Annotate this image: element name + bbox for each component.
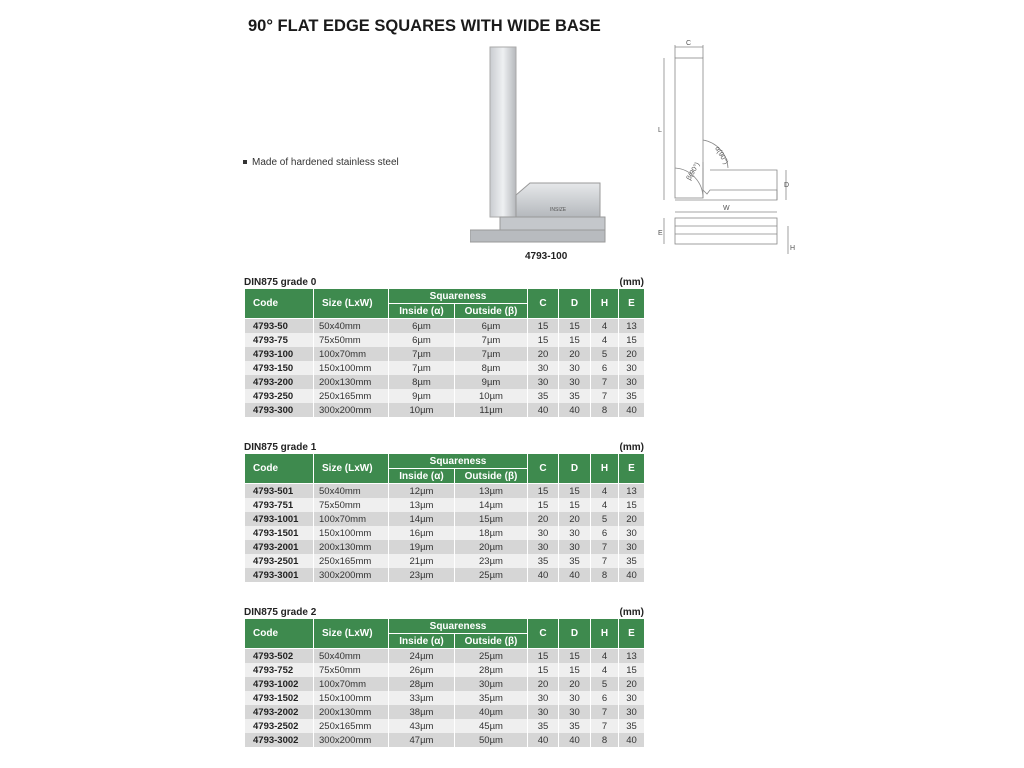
- cell-d: 15: [559, 649, 591, 664]
- col-d: D: [559, 454, 591, 484]
- cell-outside: 7µm: [455, 347, 528, 361]
- cell-d: 20: [559, 512, 591, 526]
- cell-inside: 26µm: [389, 663, 455, 677]
- col-outside: Outside (β): [455, 634, 528, 649]
- cell-c: 35: [528, 389, 559, 403]
- spec-table-section: [244, 607, 644, 747]
- table-row: [245, 649, 645, 664]
- header-row: [245, 454, 645, 469]
- cell-d: 30: [559, 375, 591, 389]
- col-e: E: [619, 454, 645, 484]
- cell-c: 20: [528, 512, 559, 526]
- col-code: Code: [245, 454, 314, 484]
- cell-code: 4793-250: [245, 389, 314, 403]
- cell-c: 15: [528, 498, 559, 512]
- table-row: [245, 663, 645, 677]
- cell-size: 200x130mm: [314, 375, 389, 389]
- cell-c: 35: [528, 719, 559, 733]
- cell-outside: 30µm: [455, 677, 528, 691]
- cell-code: 4793-501: [245, 484, 314, 499]
- col-squareness: Squareness: [389, 619, 528, 634]
- feature-bullet: [243, 157, 399, 168]
- cell-size: 75x50mm: [314, 663, 389, 677]
- cell-h: 7: [591, 540, 619, 554]
- dimension-diagram: [655, 40, 805, 255]
- cell-inside: 23µm: [389, 568, 455, 582]
- cell-c: 30: [528, 540, 559, 554]
- cell-size: 200x130mm: [314, 540, 389, 554]
- col-inside: Inside (α): [389, 469, 455, 484]
- grade-label: [244, 442, 644, 453]
- table-row: [245, 403, 645, 417]
- table-row: [245, 333, 645, 347]
- cell-outside: 35µm: [455, 691, 528, 705]
- cell-d: 30: [559, 526, 591, 540]
- cell-c: 15: [528, 333, 559, 347]
- table-row: [245, 498, 645, 512]
- table-row: [245, 554, 645, 568]
- cell-size: 100x70mm: [314, 677, 389, 691]
- cell-h: 4: [591, 333, 619, 347]
- cell-code: 4793-150: [245, 361, 314, 375]
- table-row: [245, 347, 645, 361]
- cell-h: 4: [591, 663, 619, 677]
- cell-outside: 25µm: [455, 649, 528, 664]
- cell-d: 40: [559, 403, 591, 417]
- cell-c: 35: [528, 554, 559, 568]
- cell-c: 15: [528, 649, 559, 664]
- cell-c: 30: [528, 691, 559, 705]
- cell-d: 30: [559, 361, 591, 375]
- cell-outside: 20µm: [455, 540, 528, 554]
- cell-outside: 7µm: [455, 333, 528, 347]
- page-title: 90° FLAT EDGE SQUARES WITH WIDE BASE: [248, 17, 601, 35]
- cell-e: 30: [619, 526, 645, 540]
- cell-size: 100x70mm: [314, 347, 389, 361]
- cell-inside: 6µm: [389, 319, 455, 334]
- cell-h: 7: [591, 375, 619, 389]
- cell-outside: 11µm: [455, 403, 528, 417]
- spec-table-section: [244, 277, 644, 417]
- cell-size: 50x40mm: [314, 649, 389, 664]
- cell-e: 15: [619, 498, 645, 512]
- cell-h: 6: [591, 526, 619, 540]
- cell-d: 15: [559, 663, 591, 677]
- cell-code: 4793-751: [245, 498, 314, 512]
- cell-d: 35: [559, 554, 591, 568]
- table-row: [245, 526, 645, 540]
- grade-title: DIN875 grade 2: [244, 607, 317, 618]
- table-row: [245, 319, 645, 334]
- cell-size: 300x200mm: [314, 568, 389, 582]
- cell-d: 20: [559, 347, 591, 361]
- col-e: E: [619, 289, 645, 319]
- cell-c: 15: [528, 663, 559, 677]
- cell-e: 35: [619, 554, 645, 568]
- cell-size: 50x40mm: [314, 319, 389, 334]
- table-row: [245, 512, 645, 526]
- cell-d: 30: [559, 691, 591, 705]
- cell-c: 40: [528, 568, 559, 582]
- cell-inside: 43µm: [389, 719, 455, 733]
- cell-d: 15: [559, 319, 591, 334]
- cell-code: 4793-1502: [245, 691, 314, 705]
- feature-text: Made of hardened stainless steel: [252, 157, 399, 168]
- cell-c: 30: [528, 705, 559, 719]
- cell-inside: 14µm: [389, 512, 455, 526]
- cell-h: 8: [591, 568, 619, 582]
- cell-h: 5: [591, 677, 619, 691]
- cell-d: 20: [559, 677, 591, 691]
- cell-h: 4: [591, 498, 619, 512]
- cell-code: 4793-2001: [245, 540, 314, 554]
- cell-inside: 8µm: [389, 375, 455, 389]
- grade-title: DIN875 grade 0: [244, 277, 317, 288]
- cell-inside: 7µm: [389, 347, 455, 361]
- table-row: [245, 484, 645, 499]
- unit-label: (mm): [619, 607, 644, 618]
- label-c: C: [686, 40, 692, 47]
- spec-table: [244, 288, 645, 417]
- cell-outside: 50µm: [455, 733, 528, 747]
- cell-outside: 23µm: [455, 554, 528, 568]
- cell-e: 30: [619, 540, 645, 554]
- cell-e: 40: [619, 733, 645, 747]
- table-row: [245, 361, 645, 375]
- cell-outside: 10µm: [455, 389, 528, 403]
- cell-inside: 16µm: [389, 526, 455, 540]
- col-squareness: Squareness: [389, 454, 528, 469]
- cell-size: 50x40mm: [314, 484, 389, 499]
- col-e: E: [619, 619, 645, 649]
- cell-h: 8: [591, 733, 619, 747]
- cell-size: 150x100mm: [314, 691, 389, 705]
- table-row: [245, 677, 645, 691]
- table-row: [245, 705, 645, 719]
- table-row: [245, 375, 645, 389]
- cell-inside: 38µm: [389, 705, 455, 719]
- cell-e: 20: [619, 512, 645, 526]
- cell-h: 7: [591, 719, 619, 733]
- cell-h: 5: [591, 347, 619, 361]
- cell-e: 13: [619, 319, 645, 334]
- label-d: D: [784, 182, 790, 189]
- cell-code: 4793-3002: [245, 733, 314, 747]
- header-row: [245, 619, 645, 634]
- cell-size: 75x50mm: [314, 498, 389, 512]
- cell-code: 4793-300: [245, 403, 314, 417]
- cell-outside: 28µm: [455, 663, 528, 677]
- cell-code: 4793-1002: [245, 677, 314, 691]
- cell-code: 4793-752: [245, 663, 314, 677]
- cell-outside: 40µm: [455, 705, 528, 719]
- col-d: D: [559, 619, 591, 649]
- col-inside: Inside (α): [389, 634, 455, 649]
- cell-code: 4793-502: [245, 649, 314, 664]
- spec-table: [244, 618, 645, 747]
- table-row: [245, 389, 645, 403]
- cell-size: 100x70mm: [314, 512, 389, 526]
- cell-outside: 9µm: [455, 375, 528, 389]
- cell-code: 4793-50: [245, 319, 314, 334]
- table-row: [245, 691, 645, 705]
- cell-e: 15: [619, 333, 645, 347]
- cell-d: 15: [559, 484, 591, 499]
- cell-outside: 15µm: [455, 512, 528, 526]
- cell-h: 7: [591, 389, 619, 403]
- cell-outside: 45µm: [455, 719, 528, 733]
- cell-e: 35: [619, 719, 645, 733]
- cell-c: 30: [528, 526, 559, 540]
- cell-d: 40: [559, 568, 591, 582]
- label-alpha: α(90°): [713, 145, 729, 166]
- cell-d: 15: [559, 498, 591, 512]
- cell-inside: 33µm: [389, 691, 455, 705]
- cell-inside: 28µm: [389, 677, 455, 691]
- cell-inside: 10µm: [389, 403, 455, 417]
- cell-size: 75x50mm: [314, 333, 389, 347]
- cell-inside: 24µm: [389, 649, 455, 664]
- label-e: E: [658, 230, 663, 237]
- table-row: [245, 719, 645, 733]
- cell-c: 20: [528, 347, 559, 361]
- cell-c: 30: [528, 361, 559, 375]
- unit-label: (mm): [619, 277, 644, 288]
- cell-size: 300x200mm: [314, 403, 389, 417]
- cell-inside: 13µm: [389, 498, 455, 512]
- cell-inside: 19µm: [389, 540, 455, 554]
- cell-e: 30: [619, 361, 645, 375]
- cell-code: 4793-1501: [245, 526, 314, 540]
- cell-inside: 6µm: [389, 333, 455, 347]
- spec-table: [244, 453, 645, 582]
- cell-code: 4793-2502: [245, 719, 314, 733]
- cell-d: 35: [559, 389, 591, 403]
- cell-h: 6: [591, 691, 619, 705]
- cell-outside: 25µm: [455, 568, 528, 582]
- col-h: H: [591, 289, 619, 319]
- cell-e: 30: [619, 691, 645, 705]
- cell-c: 30: [528, 375, 559, 389]
- cell-e: 40: [619, 568, 645, 582]
- product-caption: 4793-100: [525, 251, 568, 262]
- cell-inside: 12µm: [389, 484, 455, 499]
- cell-size: 150x100mm: [314, 361, 389, 375]
- cell-e: 20: [619, 677, 645, 691]
- cell-code: 4793-2501: [245, 554, 314, 568]
- spec-table-section: [244, 442, 644, 582]
- cell-h: 8: [591, 403, 619, 417]
- cell-e: 30: [619, 375, 645, 389]
- cell-code: 4793-3001: [245, 568, 314, 582]
- grade-title: DIN875 grade 1: [244, 442, 317, 453]
- cell-d: 15: [559, 333, 591, 347]
- col-code: Code: [245, 619, 314, 649]
- cell-h: 4: [591, 484, 619, 499]
- cell-outside: 13µm: [455, 484, 528, 499]
- cell-e: 15: [619, 663, 645, 677]
- cell-h: 4: [591, 649, 619, 664]
- cell-code: 4793-2002: [245, 705, 314, 719]
- col-c: C: [528, 289, 559, 319]
- cell-c: 40: [528, 733, 559, 747]
- cell-code: 4793-100: [245, 347, 314, 361]
- cell-h: 5: [591, 512, 619, 526]
- label-w: W: [723, 205, 730, 212]
- col-size: Size (LxW): [314, 454, 389, 484]
- col-size: Size (LxW): [314, 619, 389, 649]
- col-h: H: [591, 619, 619, 649]
- cell-e: 13: [619, 649, 645, 664]
- cell-inside: 47µm: [389, 733, 455, 747]
- cell-size: 250x165mm: [314, 719, 389, 733]
- col-c: C: [528, 454, 559, 484]
- col-h: H: [591, 454, 619, 484]
- cell-d: 40: [559, 733, 591, 747]
- cell-e: 40: [619, 403, 645, 417]
- col-inside: Inside (α): [389, 304, 455, 319]
- table-row: [245, 733, 645, 747]
- cell-code: 4793-1001: [245, 512, 314, 526]
- cell-inside: 7µm: [389, 361, 455, 375]
- grade-label: [244, 607, 644, 618]
- cell-d: 30: [559, 705, 591, 719]
- col-code: Code: [245, 289, 314, 319]
- col-squareness: Squareness: [389, 289, 528, 304]
- product-logo: INSIZE: [550, 207, 567, 213]
- cell-h: 7: [591, 705, 619, 719]
- unit-label: (mm): [619, 442, 644, 453]
- cell-e: 13: [619, 484, 645, 499]
- cell-e: 30: [619, 705, 645, 719]
- label-l: L: [658, 127, 662, 134]
- cell-code: 4793-200: [245, 375, 314, 389]
- cell-code: 4793-75: [245, 333, 314, 347]
- cell-outside: 8µm: [455, 361, 528, 375]
- cell-d: 35: [559, 719, 591, 733]
- cell-e: 35: [619, 389, 645, 403]
- cell-e: 20: [619, 347, 645, 361]
- cell-outside: 6µm: [455, 319, 528, 334]
- cell-size: 250x165mm: [314, 554, 389, 568]
- col-outside: Outside (β): [455, 304, 528, 319]
- cell-size: 200x130mm: [314, 705, 389, 719]
- cell-h: 7: [591, 554, 619, 568]
- label-h: H: [790, 245, 796, 252]
- col-d: D: [559, 289, 591, 319]
- cell-inside: 9µm: [389, 389, 455, 403]
- col-outside: Outside (β): [455, 469, 528, 484]
- product-image: [470, 45, 610, 245]
- cell-h: 6: [591, 361, 619, 375]
- cell-size: 250x165mm: [314, 389, 389, 403]
- col-c: C: [528, 619, 559, 649]
- col-size: Size (LxW): [314, 289, 389, 319]
- cell-c: 40: [528, 403, 559, 417]
- cell-c: 15: [528, 484, 559, 499]
- header-row: [245, 289, 645, 304]
- cell-outside: 14µm: [455, 498, 528, 512]
- cell-c: 20: [528, 677, 559, 691]
- bullet-icon: [243, 160, 247, 164]
- cell-inside: 21µm: [389, 554, 455, 568]
- label-beta: β(90°): [685, 161, 702, 182]
- table-row: [245, 540, 645, 554]
- cell-d: 30: [559, 540, 591, 554]
- cell-size: 300x200mm: [314, 733, 389, 747]
- grade-label: [244, 277, 644, 288]
- cell-outside: 18µm: [455, 526, 528, 540]
- cell-c: 15: [528, 319, 559, 334]
- cell-h: 4: [591, 319, 619, 334]
- table-row: [245, 568, 645, 582]
- cell-size: 150x100mm: [314, 526, 389, 540]
